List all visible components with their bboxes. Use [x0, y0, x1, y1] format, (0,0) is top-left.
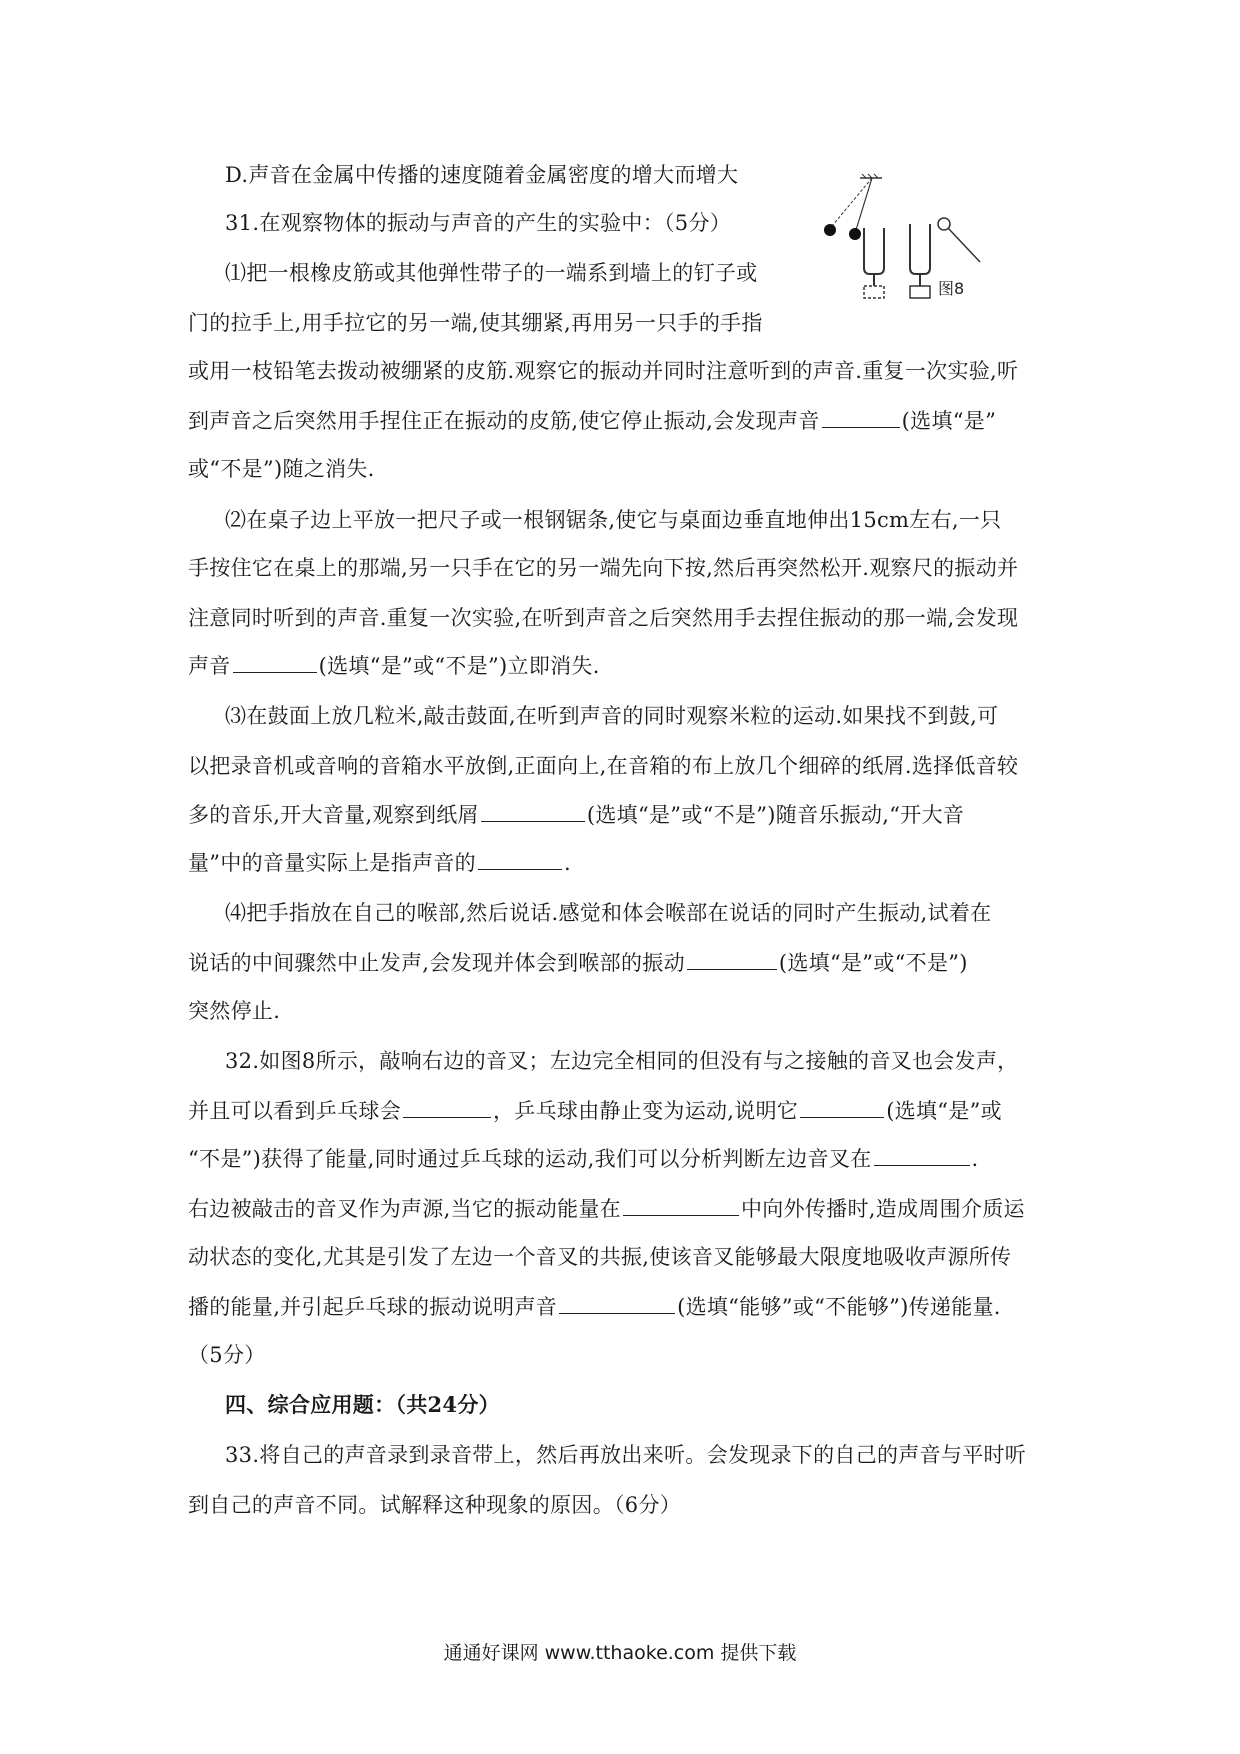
q31-part3-line3 — [188, 800, 964, 830]
section-heading: 四、综合应用题：（共24分） — [225, 1392, 500, 1417]
text: (选填“是”或 — [886, 1099, 1002, 1123]
right-fork — [910, 224, 930, 274]
text: ，乒乓球由静止变为运动,说明它 — [493, 1099, 799, 1123]
q31-part3-line4 — [188, 848, 571, 878]
text: (选填“是”或“不是”) — [778, 951, 968, 975]
q31-part3-line1: ⑶在鼓面上放几粒米,敲击鼓面,在听到声音的同时观察米粒的运动.如果找不到鼓,可 — [225, 704, 999, 728]
q31-part2-line3: 注意同时听到的声音.重复一次实验,在听到声音之后突然用手去捏住振动的那一端,会发现 — [188, 606, 1019, 630]
ball-dashed-position — [824, 224, 836, 236]
figure-label: 图8 — [938, 279, 965, 298]
q31-part4-line1: ⑷把手指放在自己的喉部,然后说话.感觉和体会喉部在说话的同时产生振动,试着在 — [225, 901, 992, 925]
q31-part2-line2: 手按住它在桌上的那端,另一只手在它的另一端先向下按,然后再突然松开.观察尺的振动并 — [188, 556, 1019, 580]
left-fork-base — [864, 286, 884, 298]
text: 并且可以看到乒乓球会 — [188, 1099, 401, 1123]
string — [856, 178, 872, 230]
q31-part1-line4 — [188, 406, 996, 436]
q32-line6 — [188, 1292, 1001, 1322]
q31-part3-line2: 以把录音机或音响的音箱水平放倒,正面向上,在音箱的布上放几个细碎的纸屑.选择低音较 — [188, 754, 1019, 778]
answer-blank[interactable] — [623, 1195, 739, 1216]
text: 量”中的音量实际上是指声音的 — [188, 851, 476, 875]
answer-blank[interactable] — [822, 407, 900, 428]
q32-line3 — [188, 1144, 979, 1174]
q31-title: 31.在观察物体的振动与声音的产生的实验中：（5分） — [225, 211, 732, 235]
q31-part1-line5: 或“不是”)随之消失. — [188, 457, 375, 481]
mallet-handle — [948, 228, 980, 262]
q32-line1: 32.如图8所示，敲响右边的音叉；左边完全相同的但没有与之接触的音叉也会发声， — [225, 1049, 1019, 1073]
text: 右边被敲击的音叉作为声源,当它的振动能量在 — [188, 1197, 621, 1221]
q31-part1-line1: ⑴把一根橡皮筋或其他弹性带子的一端系到墙上的钉子或 — [225, 261, 758, 285]
text: . — [971, 1147, 979, 1171]
footer: 通通好课网 www.tthaoke.com 提供下载 — [443, 1642, 797, 1664]
q31-part1-line2: 门的拉手上,用手拉它的另一端,使其绷紧,再用另一只手的手指 — [188, 311, 763, 335]
answer-blank[interactable] — [481, 801, 585, 822]
answer-blank[interactable] — [800, 1097, 884, 1118]
string-dashed — [832, 178, 872, 226]
option-d: D.声音在金属中传播的速度随着金属密度的增大而增大 — [225, 163, 739, 187]
q31-part4-line2 — [188, 948, 968, 978]
q31-part2-line4 — [188, 651, 600, 681]
text: 到声音之后突然用手捏住正在振动的皮筋,使它停止振动,会发现声音 — [188, 409, 820, 433]
text: (选填“是”或“不是”)立即消失. — [318, 654, 600, 678]
text: 声音 — [188, 654, 231, 678]
answer-blank[interactable] — [687, 949, 777, 970]
answer-blank[interactable] — [559, 1293, 675, 1314]
q32-line4 — [188, 1194, 1025, 1224]
q32-score: （5分） — [188, 1343, 266, 1367]
q32-line2 — [188, 1096, 1002, 1126]
ping-pong-ball — [849, 228, 861, 240]
q33-line2: 到自己的声音不同。试解释这种现象的原因。（6分） — [188, 1493, 682, 1517]
answer-blank[interactable] — [478, 849, 562, 870]
text: . — [563, 851, 571, 875]
q31-part2-line1: ⑵在桌子边上平放一把尺子或一根钢锯条,使它与桌面边垂直地伸出15cm左右,一只 — [225, 508, 1002, 532]
text: 播的能量,并引起乒乓球的振动说明声音 — [188, 1295, 558, 1319]
answer-blank[interactable] — [403, 1097, 491, 1118]
q31-part1-line3: 或用一枝铅笔去拨动被绷紧的皮筋.观察它的振动并同时注意听到的声音.重复一次实验,听 — [188, 359, 1019, 383]
text: (选填“能够”或“不能够”)传递能量. — [677, 1295, 1001, 1319]
text: 多的音乐,开大音量,观察到纸屑 — [188, 803, 479, 827]
text: (选填“是”或“不是”)随音乐振动,“开大音 — [586, 803, 965, 827]
answer-blank[interactable] — [233, 652, 317, 673]
text: (选填“是” — [901, 409, 997, 433]
left-fork — [864, 228, 884, 274]
q33-line1: 33.将自己的声音录到录音带上，然后再放出来听。会发现录下的自己的声音与平时听 — [225, 1443, 1027, 1467]
tuning-fork-figure — [820, 168, 1020, 328]
q32-line5: 动状态的变化,尤其是引发了左边一个音叉的共振,使该音叉能够最大限度地吸收声源所传 — [188, 1245, 1012, 1269]
text: “不是”)获得了能量,同时通过乒乓球的运动,我们可以分析判断左边音叉在 — [188, 1147, 872, 1171]
text: 中向外传播时,造成周围介质运 — [740, 1197, 1025, 1221]
right-fork-base — [910, 286, 930, 298]
q31-part4-line3: 突然停止. — [188, 999, 281, 1023]
text: 说话的中间骤然中止发声,会发现并体会到喉部的振动 — [188, 951, 685, 975]
answer-blank[interactable] — [874, 1145, 970, 1166]
